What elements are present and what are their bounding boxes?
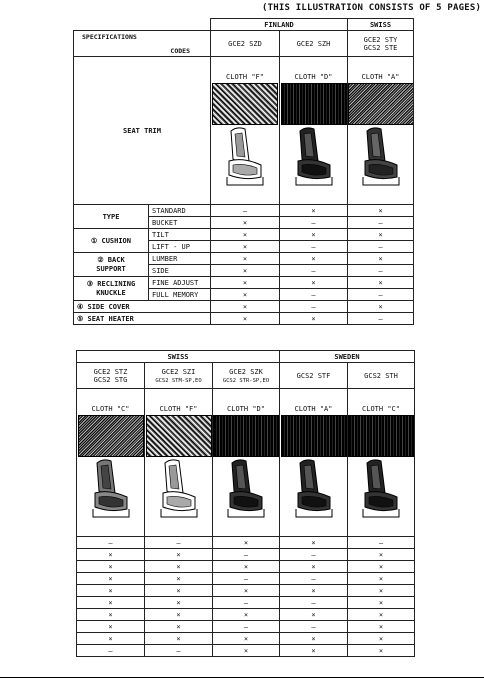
mark-cell: × (348, 585, 415, 597)
mark-cell: × (348, 645, 415, 657)
page-count-note: (THIS ILLUSTRATION CONSISTS OF 5 PAGES) (262, 3, 482, 13)
mark-cell: × (280, 229, 348, 241)
mark-cell: – (280, 301, 348, 313)
mark-cell: × (348, 277, 414, 289)
spec-row (74, 277, 414, 289)
fabric-swatch (281, 415, 347, 457)
mark-cell: – (213, 549, 280, 561)
fabric-swatch (78, 415, 144, 457)
mark-cell: – (348, 313, 414, 325)
mark-row (77, 621, 415, 633)
mark-row (77, 597, 415, 609)
mark-cell: × (348, 573, 415, 585)
trim-cell (348, 389, 415, 537)
mark-cell: × (213, 645, 280, 657)
top-spec-table (73, 18, 414, 325)
seat-illustration-icon (286, 125, 342, 189)
spec-row (74, 205, 414, 217)
page-bottom-rule (0, 677, 484, 678)
mark-cell: × (213, 561, 280, 573)
cloth-label: CLOTH "D" (294, 72, 333, 81)
mark-cell: × (145, 549, 213, 561)
mark-cell: × (348, 561, 415, 573)
mark-cell: × (145, 585, 213, 597)
mark-cell: × (348, 205, 414, 217)
mark-cell: × (213, 537, 280, 549)
code-cell: GCE2 STY GCS2 STE (348, 31, 414, 57)
mark-cell: × (211, 253, 280, 265)
mark-cell: × (280, 633, 348, 645)
mark-cell: × (77, 561, 145, 573)
fabric-swatch (348, 83, 414, 125)
bottom-spec-table (76, 350, 415, 657)
spec-sub-label: STANDARD (149, 205, 211, 217)
region-sweden: SWEDEN (280, 351, 415, 363)
spec-group-label: ① CUSHION (74, 229, 149, 253)
mark-cell: × (211, 241, 280, 253)
spec-sub-label: SIDE (149, 265, 211, 277)
trim-cell (280, 389, 348, 537)
seat-illustration-icon (218, 457, 274, 521)
mark-cell: – (213, 621, 280, 633)
specifications-label: SPECIFICATIONS (82, 32, 137, 41)
cloth-label: CLOTH "D" (227, 404, 265, 413)
mark-cell: – (280, 549, 348, 561)
code-cell: GCE2 STZ GCS2 STG (77, 363, 145, 389)
mark-cell: – (280, 265, 348, 277)
spec-group-label: ④ SIDE COVER (74, 301, 211, 313)
seat-illustration-icon (217, 125, 273, 189)
mark-row (77, 537, 415, 549)
mark-cell: × (145, 561, 213, 573)
mark-cell: – (348, 241, 414, 253)
spec-group-label: ⑤ SEAT HEATER (74, 313, 211, 325)
mark-cell: × (213, 633, 280, 645)
mark-cell: × (348, 229, 414, 241)
spec-sub-label: BUCKET (149, 217, 211, 229)
mark-cell: × (211, 229, 280, 241)
mark-cell: × (145, 597, 213, 609)
mark-cell: × (348, 633, 415, 645)
trim-cell (211, 57, 280, 205)
spec-row (74, 229, 414, 241)
code-cell: GCE2 SZD (211, 31, 280, 57)
mark-cell: × (280, 205, 348, 217)
mark-cell: – (280, 573, 348, 585)
cloth-label: CLOTH "F" (159, 404, 198, 413)
cloth-label: CLOTH "F" (226, 72, 264, 81)
trim-cell (77, 389, 145, 537)
trim-cell (348, 57, 414, 205)
mark-cell: × (211, 277, 280, 289)
mark-cell: × (280, 313, 348, 325)
fabric-swatch (281, 83, 347, 125)
mark-cell: × (213, 609, 280, 621)
mark-cell: – (145, 537, 213, 549)
spec-row (74, 313, 414, 325)
mark-cell: × (348, 549, 415, 561)
spec-group-label: TYPE (74, 205, 149, 229)
code-cell: GCE2 SZK GCS2 STR-SP,EO (213, 363, 280, 389)
spec-row (74, 253, 414, 265)
mark-row (77, 561, 415, 573)
region-swiss: SWISS (348, 19, 414, 31)
mark-cell: × (280, 537, 348, 549)
mark-row (77, 645, 415, 657)
mark-cell: × (211, 217, 280, 229)
trim-cell (280, 57, 348, 205)
code-cell: GCE2 SZI GCS2 STM-SP,EO (145, 363, 213, 389)
code-cell: GCS2 STF (280, 363, 348, 389)
mark-row (77, 573, 415, 585)
mark-cell: × (211, 313, 280, 325)
mark-row (77, 633, 415, 645)
mark-row (77, 609, 415, 621)
region-finland: FINLAND (211, 19, 348, 31)
region-swiss: SWISS (77, 351, 280, 363)
mark-cell: – (280, 597, 348, 609)
mark-cell: × (280, 609, 348, 621)
mark-cell: × (348, 301, 414, 313)
trim-cell (213, 389, 280, 537)
code-cell: GCE2 SZH (280, 31, 348, 57)
mark-cell: – (145, 645, 213, 657)
mark-cell: × (280, 645, 348, 657)
mark-cell: – (280, 217, 348, 229)
trim-cell (145, 389, 213, 537)
mark-cell: – (280, 621, 348, 633)
mark-cell: × (77, 621, 145, 633)
mark-cell: × (145, 573, 213, 585)
seat-illustration-icon (286, 457, 342, 521)
mark-cell: – (213, 573, 280, 585)
mark-cell: × (77, 633, 145, 645)
fabric-swatch (213, 415, 279, 457)
mark-cell: × (280, 277, 348, 289)
spec-row (74, 301, 414, 313)
cloth-label: CLOTH "C" (91, 404, 130, 413)
mark-cell: × (145, 609, 213, 621)
seat-illustration-icon (83, 457, 139, 521)
fabric-swatch (348, 415, 414, 457)
mark-cell: × (280, 561, 348, 573)
spec-sub-label: FULL MEMORY (149, 289, 211, 301)
mark-cell: × (211, 289, 280, 301)
mark-cell: × (348, 253, 414, 265)
cloth-label: CLOTH "A" (294, 404, 333, 413)
seat-illustration-icon (353, 125, 409, 189)
bottom-region-row (77, 351, 415, 363)
bottom-trim-row (77, 389, 415, 537)
fabric-swatch (146, 415, 212, 457)
bottom-code-row (77, 363, 415, 389)
mark-cell: – (348, 289, 414, 301)
mark-cell: × (77, 597, 145, 609)
seat-trim-row (74, 57, 414, 205)
mark-cell: × (211, 301, 280, 313)
top-code-row (74, 31, 414, 57)
mark-row (77, 549, 415, 561)
cloth-label: CLOTH "A" (361, 72, 400, 81)
mark-cell: × (77, 609, 145, 621)
spec-sub-label: TILT (149, 229, 211, 241)
mark-cell: × (77, 573, 145, 585)
mark-cell: – (213, 597, 280, 609)
spec-sub-label: FINE ADJUST (149, 277, 211, 289)
spec-sub-label: LUMBER (149, 253, 211, 265)
mark-cell: × (348, 609, 415, 621)
mark-cell: – (348, 265, 414, 277)
mark-cell: – (348, 217, 414, 229)
header-corner (74, 31, 211, 57)
mark-cell: × (348, 597, 415, 609)
mark-cell: – (77, 537, 145, 549)
cloth-label: CLOTH "C" (362, 404, 400, 413)
mark-cell: – (348, 537, 415, 549)
mark-cell: × (145, 621, 213, 633)
codes-label: CODES (170, 46, 190, 55)
mark-row (77, 585, 415, 597)
mark-cell: × (348, 621, 415, 633)
spec-group-label: ② BACK SUPPORT (74, 253, 149, 277)
seat-trim-label: SEAT TRIM (74, 57, 211, 205)
mark-cell: – (280, 241, 348, 253)
code-cell: GCS2 STH (348, 363, 415, 389)
fabric-swatch (212, 83, 278, 125)
top-region-row (74, 19, 414, 31)
mark-cell: × (145, 633, 213, 645)
mark-cell: × (77, 549, 145, 561)
mark-cell: × (211, 265, 280, 277)
mark-cell: × (280, 253, 348, 265)
spec-sub-label: LIFT - UP (149, 241, 211, 253)
mark-cell: – (280, 289, 348, 301)
seat-illustration-icon (353, 457, 409, 521)
mark-cell: × (280, 585, 348, 597)
mark-cell: – (77, 645, 145, 657)
mark-cell: – (211, 205, 280, 217)
mark-cell: × (213, 585, 280, 597)
spec-group-label: ③ RECLINING KNUCKLE (74, 277, 149, 301)
mark-cell: × (77, 585, 145, 597)
seat-illustration-icon (151, 457, 207, 521)
